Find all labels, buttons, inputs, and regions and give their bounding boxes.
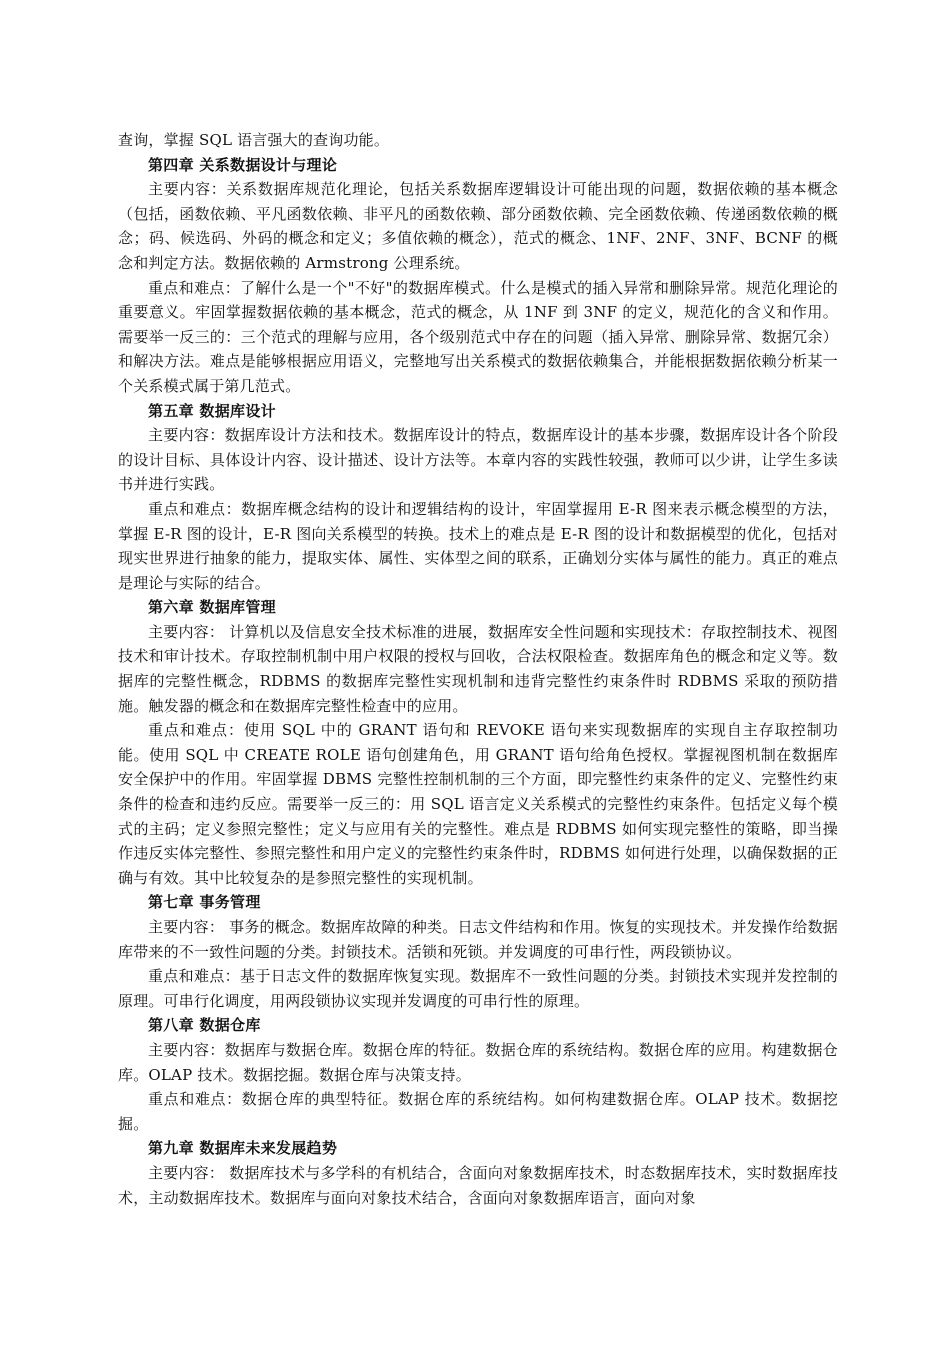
paragraph-ch6-content: 主要内容： 计算机以及信息安全技术标准的进展，数据库安全性问题和实现技术：存取控制技术、视图技术和审计技术。存取控制机制中用户权限的授权与回收，合法权限检查。数据库角色的概念和定义等。数据库的完整性概念，RDBMS 的数据库完整性实现机制和违背完整性约束条件时 RDBMS 采取的预防措施。触发器的概念和在数据库完整性检查中的应用。: [118, 622, 838, 715]
paragraph-ch8-content: 主要内容：数据库与数据仓库。数据仓库的特征。数据仓库的系统结构。数据仓库的应用。构建数据仓库。OLAP 技术。数据挖掘。数据仓库与决策支持。: [118, 1040, 838, 1084]
document-body: [118, 128, 838, 1210]
chapter-heading-4: 第四章 关系数据设计与理论: [148, 155, 338, 174]
chapter-heading-7: 第七章 事务管理: [148, 893, 261, 912]
paragraph-ch9-content: 主要内容： 数据库技术与多学科的有机结合，含面向对象数据库技术，时态数据库技术，实时数据库技术，主动数据库技术。数据库与面向对象技术结合，含面向对象数据库语言，面向对象: [118, 1163, 838, 1207]
paragraph-ch5-content: 主要内容：数据库设计方法和技术。数据库设计的特点，数据库设计的基本步骤，数据库设计各个阶段的设计目标、具体设计内容、设计描述、设计方法等。本章内容的实践性较强，教师可以少讲，让学生多读书并进行实践。: [118, 426, 838, 494]
paragraph-ch5-keypoints: 重点和难点：数据库概念结构的设计和逻辑结构的设计，牢固掌握用 E-R 图来表示概念模型的方法，掌握 E-R 图的设计，E-R 图向关系模型的转换。技术上的难点是 E-R 图的设计和数据模型的优化，包括对现实世界进行抽象的能力，提取实体、属性、实体型之间的联系，正确划分实体与属性的能力。真正的难点是理论与实际的结合。: [118, 499, 838, 592]
paragraph-ch6-keypoints: 重点和难点：使用 SQL 中的 GRANT 语句和 REVOKE 语句来实现数据库的实现自主存取控制功能。使用 SQL 中 CREATE ROLE 语句创建角色，用 GRANT 语句给角色授权。掌握视图机制在数据库安全保护中的作用。牢固掌握 DBMS 完整性控制机制的三个方面，即完整性约束条件的定义、完整性约束条件的检查和违约反应。需要举一反三的：用 SQL 语言定义关系模式的完整性约束条件。包括定义每个模式的主码；定义参照完整性；定义与应用有关的完整性。难点是 RDBMS 如何实现完整性的策略，即当操作违反实体完整性、参照完整性和用户定义的完整性约束条件时，RDBMS 如何进行处理，以确保数据的正确与有效。其中比较复杂的是参照完整性的实现机制。: [118, 721, 838, 887]
chapter-heading-8: 第八章 数据仓库: [148, 1016, 261, 1035]
paragraph-ch8-keypoints: 重点和难点：数据仓库的典型特征。数据仓库的系统结构。如何构建数据仓库。OLAP 技术。数据挖掘。: [118, 1090, 838, 1133]
paragraph-ch7-content: 主要内容： 事务的概念。数据库故障的种类。日志文件结构和作用。恢复的实现技术。并发操作给数据库带来的不一致性问题的分类。封锁技术。活锁和死锁。并发调度的可串行性，两段锁协议。: [118, 918, 838, 961]
chapter-heading-6: 第六章 数据库管理: [148, 598, 276, 617]
paragraph-intro: 查询，掌握 SQL 语言强大的查询功能。: [118, 131, 390, 149]
paragraph-ch4-content: 主要内容：关系数据库规范化理论，包括关系数据库逻辑设计可能出现的问题，数据依赖的基本概念（包括，函数依赖、平凡函数依赖、非平凡的函数依赖、部分函数依赖、完全函数依赖、传递函数依赖的概念；码、候选码、外码的概念和定义；多值依赖的概念），范式的概念、1NF、2NF、3NF、BCNF 的概念和判定方法。数据依赖的 Armstrong 公理系统。: [118, 180, 838, 272]
chapter-heading-5: 第五章 数据库设计: [148, 401, 276, 420]
paragraph-ch7-keypoints: 重点和难点：基于日志文件的数据库恢复实现。数据库不一致性问题的分类。封锁技术实现并发控制的原理。可串行化调度，用两段锁协议实现并发调度的可串行性的原理。: [118, 967, 838, 1010]
paragraph-ch4-keypoints: 重点和难点：了解什么是一个"不好"的数据库模式。什么是模式的插入异常和删除异常。规范化理论的重要意义。牢固掌握数据依赖的基本概念，范式的概念，从 1NF 到 3NF 的定义，规范化的含义和作用。需要举一反三的：三个范式的理解与应用，各个级别范式中存在的问题（插入异常、删除异常、数据冗余）和解决方法。难点是能够根据应用语义，完整地写出关系模式的数据依赖集合，并能根据数据依赖分析某一个关系模式属于第几范式。: [118, 278, 838, 395]
chapter-heading-9: 第九章 数据库未来发展趋势: [148, 1139, 338, 1158]
